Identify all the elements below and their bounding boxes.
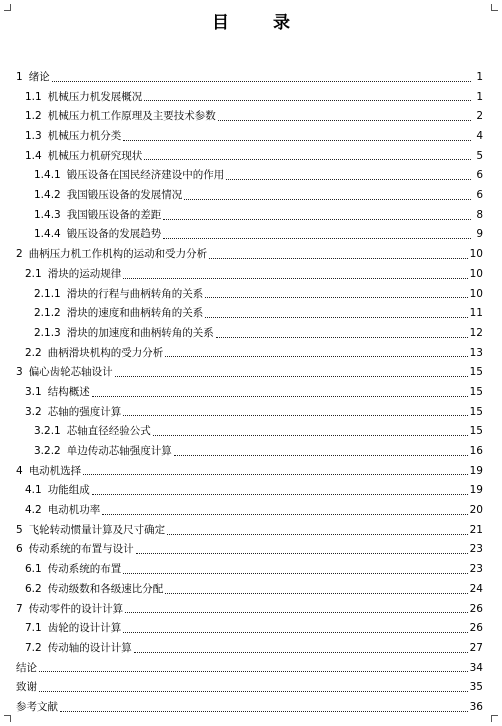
toc-entry[interactable] — [0, 107, 502, 127]
toc-page-number: 15 — [469, 405, 483, 418]
toc-entry-text: 绪论 — [28, 70, 50, 83]
toc-entry-number: 6.2 — [25, 582, 42, 595]
toc-dot-leader — [136, 553, 468, 554]
toc-entry-text: 功能组成 — [47, 484, 90, 497]
toc-entry-text: 滑块的运动规律 — [47, 267, 122, 280]
toc-entry[interactable] — [0, 462, 502, 482]
toc-page-number: 23 — [469, 563, 483, 576]
toc-entry[interactable] — [0, 363, 502, 383]
toc-entry-label — [34, 225, 162, 245]
toc-dot-leader — [39, 691, 468, 692]
toc-entry-number: 4.2 — [25, 504, 42, 517]
toc-dot-leader — [39, 671, 468, 672]
toc-dot-leader — [52, 81, 471, 82]
toc-dot-leader — [134, 652, 468, 653]
toc-entry[interactable] — [0, 186, 502, 206]
toc-page-number: 23 — [469, 543, 483, 556]
toc-entry-text: 滑块的行程与曲柄转角的关系 — [66, 287, 204, 300]
toc-dot-leader — [163, 219, 471, 220]
toc-entry[interactable] — [0, 68, 502, 88]
toc-entry-text: 致谢 — [16, 681, 37, 694]
toc-entry-number: 1.4.2 — [34, 189, 61, 202]
toc-entry-number: 3.2 — [25, 405, 42, 418]
toc-entry-label — [16, 678, 38, 698]
toc-entry-text: 我国锻压设备的发展情况 — [66, 189, 183, 202]
toc-entry[interactable] — [0, 88, 502, 108]
toc-entry[interactable] — [0, 127, 502, 147]
toc-entry-label — [34, 324, 215, 344]
toc-dot-leader — [60, 711, 468, 712]
toc-entry-number: 7.1 — [25, 622, 42, 635]
toc-entry-text: 我国锻压设备的差距 — [66, 208, 162, 221]
toc-entry-text: 曲柄滑块机构的受力分析 — [47, 346, 164, 359]
toc-dot-leader — [205, 317, 467, 318]
toc-entry-label — [34, 442, 173, 462]
toc-entry-label — [34, 422, 152, 442]
toc-page-number: 21 — [469, 523, 483, 536]
toc-page-number: 24 — [469, 582, 483, 595]
toc-entry-number: 3.2.2 — [34, 445, 61, 458]
toc-entry-text: 偏心齿轮芯轴设计 — [28, 366, 113, 379]
toc-page-number: 8 — [476, 208, 483, 221]
toc-dot-leader — [174, 455, 468, 456]
toc-entry-text: 传动零件的设计计算 — [28, 602, 124, 615]
toc-entry-text: 齿轮的设计计算 — [47, 622, 122, 635]
toc-entry[interactable] — [0, 285, 502, 305]
toc-entry[interactable] — [0, 245, 502, 265]
toc-dot-leader — [123, 278, 467, 279]
toc-entry-label — [25, 403, 122, 423]
toc-dot-leader — [144, 159, 471, 160]
toc-dot-leader — [123, 415, 467, 416]
toc-page-number: 9 — [476, 228, 483, 241]
toc-entry-number: 2.2 — [25, 346, 42, 359]
toc-entry-text: 机械压力机分类 — [47, 130, 122, 143]
toc-entry-text: 传动轴的设计计算 — [47, 641, 132, 654]
toc-page-number: 34 — [469, 661, 483, 674]
toc-entry-label — [25, 501, 101, 521]
toc-entry[interactable] — [0, 324, 502, 344]
toc-page-number: 10 — [469, 248, 483, 261]
toc-entry-label — [25, 383, 91, 403]
toc-page-number: 5 — [476, 149, 483, 162]
toc-entry-number: 1.3 — [25, 130, 42, 143]
toc-page-number: 15 — [469, 425, 483, 438]
toc-entry-label — [34, 285, 204, 305]
toc-entry-label — [25, 619, 122, 639]
toc-entry-label — [25, 580, 164, 600]
toc-entry[interactable] — [0, 344, 502, 364]
toc-entry-number: 1 — [16, 70, 23, 83]
toc-entry-label — [25, 560, 122, 580]
toc-dot-leader — [165, 593, 467, 594]
toc-dot-leader — [205, 297, 467, 298]
toc-entry-label — [25, 639, 133, 659]
toc-page-number: 36 — [469, 700, 483, 713]
toc-dot-leader — [123, 632, 467, 633]
toc-entry[interactable] — [0, 226, 502, 246]
toc-entry-label — [25, 147, 143, 167]
toc-entry[interactable] — [0, 521, 502, 541]
toc-page-number: 10 — [469, 287, 483, 300]
toc-page-number: 10 — [469, 267, 483, 280]
toc-dot-leader — [184, 199, 471, 200]
toc-entry[interactable] — [0, 166, 502, 186]
toc-entry-text: 锻压设备的发展趋势 — [66, 228, 162, 241]
toc-dot-leader — [123, 140, 471, 141]
toc-entry-number: 1.4.4 — [34, 228, 61, 241]
toc-entry-number: 5 — [16, 523, 23, 536]
table-of-contents — [0, 68, 502, 718]
toc-entry-label — [16, 68, 51, 88]
toc-entry[interactable] — [0, 698, 502, 718]
toc-entry-label — [34, 304, 204, 324]
toc-entry-text: 结论 — [16, 661, 37, 674]
toc-entry-number: 3.1 — [25, 385, 42, 398]
page-title: 目录 — [212, 13, 334, 33]
toc-entry[interactable] — [0, 659, 502, 679]
toc-entry-label — [25, 88, 143, 108]
toc-dot-leader — [83, 474, 467, 475]
toc-entry-text: 滑块的速度和曲柄转角的关系 — [66, 307, 204, 320]
toc-entry[interactable] — [0, 580, 502, 600]
toc-entry[interactable] — [0, 541, 502, 561]
toc-entry-label — [16, 659, 38, 679]
toc-page-number: 15 — [469, 366, 483, 379]
toc-entry-text: 结构概述 — [47, 385, 90, 398]
toc-entry[interactable] — [0, 481, 502, 501]
toc-entry[interactable] — [0, 265, 502, 285]
toc-entry-label — [16, 698, 59, 718]
toc-entry[interactable] — [0, 304, 502, 324]
toc-page-number: 11 — [469, 307, 483, 320]
toc-entry-text: 参考文献 — [16, 700, 58, 713]
toc-page-number: 26 — [469, 602, 483, 615]
toc-entry-number: 3.2.1 — [34, 425, 61, 438]
toc-entry-label — [34, 186, 183, 206]
toc-dot-leader — [165, 356, 467, 357]
toc-entry[interactable] — [0, 619, 502, 639]
toc-page-number: 2 — [476, 110, 483, 123]
toc-entry-text: 机械压力机研究现状 — [47, 149, 143, 162]
toc-entry-text: 飞轮转动惯量计算及尺寸确定 — [28, 523, 166, 536]
toc-entry-number: 2.1 — [25, 267, 42, 280]
toc-page-number: 6 — [476, 169, 483, 182]
toc-entry-label — [34, 166, 225, 186]
toc-entry-number: 2 — [16, 248, 23, 261]
toc-dot-leader — [209, 258, 467, 259]
toc-entry-label — [25, 127, 122, 147]
toc-entry-text: 芯轴直径经验公式 — [66, 425, 151, 438]
toc-entry-number: 6 — [16, 543, 23, 556]
toc-entry-number: 1.4 — [25, 149, 42, 162]
toc-entry-text: 电动机功率 — [47, 504, 101, 517]
toc-page-number: 16 — [469, 445, 483, 458]
toc-dot-leader — [125, 612, 467, 613]
toc-entry-number: 7.2 — [25, 641, 42, 654]
toc-entry-text: 传动系统的布置与设计 — [28, 543, 134, 556]
toc-entry-label — [16, 363, 114, 383]
toc-entry-number: 1.2 — [25, 110, 42, 123]
toc-entry-number: 2.1.1 — [34, 287, 61, 300]
toc-entry-text: 单边传动芯轴强度计算 — [66, 445, 172, 458]
toc-entry-text: 锻压设备在国民经济建设中的作用 — [66, 169, 225, 182]
toc-entry-text: 传动系统的布置 — [47, 563, 122, 576]
toc-page-number: 20 — [469, 504, 483, 517]
toc-dot-leader — [123, 573, 467, 574]
toc-entry-label — [16, 462, 82, 482]
toc-dot-leader — [102, 514, 467, 515]
toc-entry-label — [16, 245, 208, 265]
toc-page-number: 26 — [469, 622, 483, 635]
toc-dot-leader — [163, 238, 471, 239]
toc-entry[interactable] — [0, 678, 502, 698]
toc-entry-text: 传动级数和各级速比分配 — [47, 582, 164, 595]
toc-dot-leader — [144, 100, 471, 101]
toc-entry-label — [34, 206, 162, 226]
toc-page-number: 1 — [476, 90, 483, 103]
toc-entry-number: 1.4.1 — [34, 169, 61, 182]
toc-entry-number: 7 — [16, 602, 23, 615]
toc-page-number: 12 — [469, 326, 483, 339]
toc-entry-label — [25, 265, 122, 285]
toc-entry-label — [16, 540, 135, 560]
toc-entry-text: 电动机选择 — [28, 464, 82, 477]
toc-page-number: 19 — [469, 464, 483, 477]
toc-entry[interactable] — [0, 639, 502, 659]
toc-dot-leader — [218, 120, 471, 121]
toc-dot-leader — [92, 494, 468, 495]
toc-entry-text: 芯轴的强度计算 — [47, 405, 122, 418]
toc-entry[interactable] — [0, 501, 502, 521]
toc-page-number: 6 — [476, 189, 483, 202]
toc-dot-leader — [226, 179, 471, 180]
toc-entry[interactable] — [0, 206, 502, 226]
toc-entry[interactable] — [0, 422, 502, 442]
toc-entry-number: 4.1 — [25, 484, 42, 497]
toc-page-number: 35 — [469, 681, 483, 694]
toc-entry-text: 曲柄压力机工作机构的运动和受力分析 — [28, 248, 208, 261]
toc-entry-number: 4 — [16, 464, 23, 477]
toc-page-number: 13 — [469, 346, 483, 359]
toc-entry-number: 2.1.2 — [34, 307, 61, 320]
toc-page-number: 4 — [476, 130, 483, 143]
toc-entry-label — [25, 344, 164, 364]
toc-dot-leader — [92, 396, 468, 397]
toc-entry-number: 6.1 — [25, 563, 42, 576]
toc-entry[interactable] — [0, 442, 502, 462]
toc-entry-number: 1.1 — [25, 90, 42, 103]
toc-entry-text: 机械压力机工作原理及主要技术参数 — [47, 110, 216, 123]
toc-dot-leader — [167, 534, 467, 535]
toc-entry[interactable] — [0, 600, 502, 620]
toc-page-number: 19 — [469, 484, 483, 497]
toc-entry-text: 滑块的加速度和曲柄转角的关系 — [66, 326, 214, 339]
toc-entry-label — [25, 107, 217, 127]
toc-entry[interactable] — [0, 147, 502, 167]
toc-entry[interactable] — [0, 383, 502, 403]
toc-page-number: 1 — [476, 70, 483, 83]
toc-dot-leader — [153, 435, 468, 436]
toc-entry-number: 2.1.3 — [34, 326, 61, 339]
toc-dot-leader — [216, 337, 468, 338]
toc-entry[interactable] — [0, 560, 502, 580]
toc-entry-label — [16, 600, 124, 620]
toc-entry[interactable] — [0, 403, 502, 423]
toc-entry-number: 1.4.3 — [34, 208, 61, 221]
toc-entry-number: 3 — [16, 366, 23, 379]
toc-entry-label — [16, 521, 166, 541]
toc-dot-leader — [115, 376, 468, 377]
toc-entry-label — [25, 481, 91, 501]
toc-page-number: 27 — [469, 641, 483, 654]
toc-entry-text: 机械压力机发展概况 — [47, 90, 143, 103]
toc-page-number: 15 — [469, 385, 483, 398]
